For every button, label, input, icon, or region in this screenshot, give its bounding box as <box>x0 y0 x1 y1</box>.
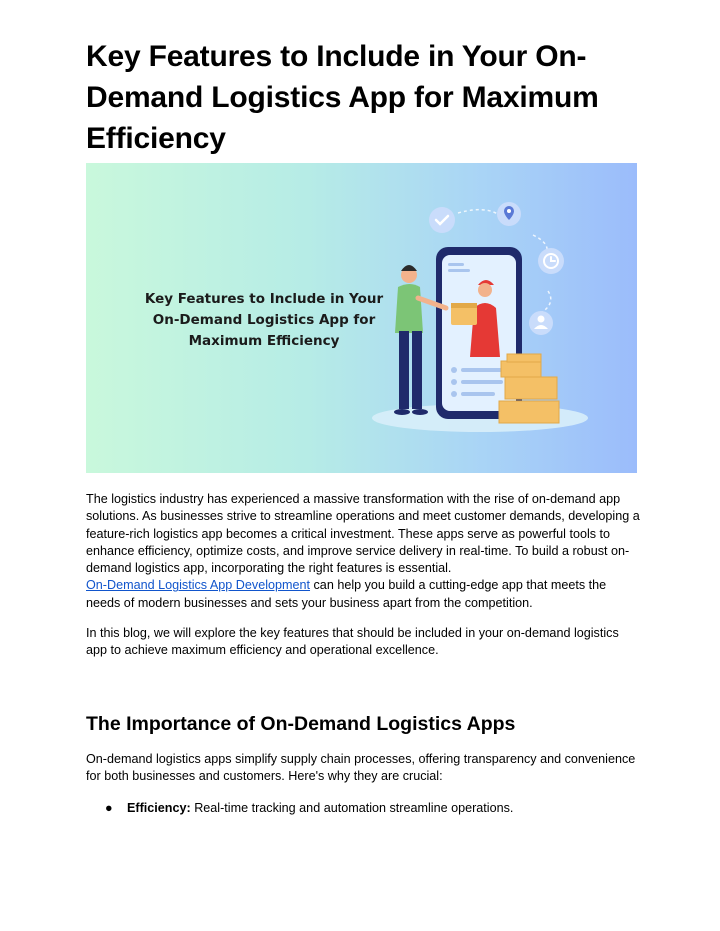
user-icon <box>529 311 553 335</box>
importance-bullet-list <box>86 800 642 817</box>
importance-paragraph: On-demand logistics apps simplify supply chain processes, offering transparency and convenience for both businesses and customers. Here's why they are crucial: <box>86 752 636 784</box>
hero-caption: Key Features to Include in Your On-Demand Logistics App for Maximum Efficiency <box>144 291 384 349</box>
logistics-app-development-link[interactable]: On-Demand Logistics App Development <box>86 578 311 593</box>
location-pin-icon <box>497 202 521 226</box>
bullet-marker: ● <box>105 801 113 815</box>
boxes-illustration <box>499 354 559 423</box>
section-heading-importance: The Importance of On-Demand Logistics Apps <box>86 713 516 735</box>
check-icon <box>429 207 455 233</box>
blog-overview-paragraph: In this blog, we will explore the key features that should be included in your on-demand logistics app to achieve maximum efficiency and operational excellence. <box>86 626 619 658</box>
clock-icon <box>538 248 564 274</box>
intro-text-after-link: can help you build a cutting-edge app that meets the needs of modern businesses and sets your business apart from the competition. <box>86 578 607 610</box>
list-item <box>86 800 642 817</box>
document-title: Key Features to Include in Your On-Demand Logistics App for Maximum Efficiency <box>86 40 599 155</box>
bullet-term: Efficiency: <box>127 801 191 815</box>
intro-text-before-link: The logistics industry has experienced a massive transformation with the rise of on-demand app solutions. As businesses strive to streamline operations and meet customer demands, developing a feature-rich logistics app becomes a critical investment. These apps serve as powerful tools to enhance efficiency, optimize costs, and improve service delivery in real-time. To build a robust on-demand logistics app, incorporating the right features is essential. <box>86 492 640 576</box>
bullet-text: Real-time tracking and automation streamline operations. <box>190 801 514 815</box>
hero-image <box>86 163 637 473</box>
intro-paragraph <box>86 491 642 612</box>
